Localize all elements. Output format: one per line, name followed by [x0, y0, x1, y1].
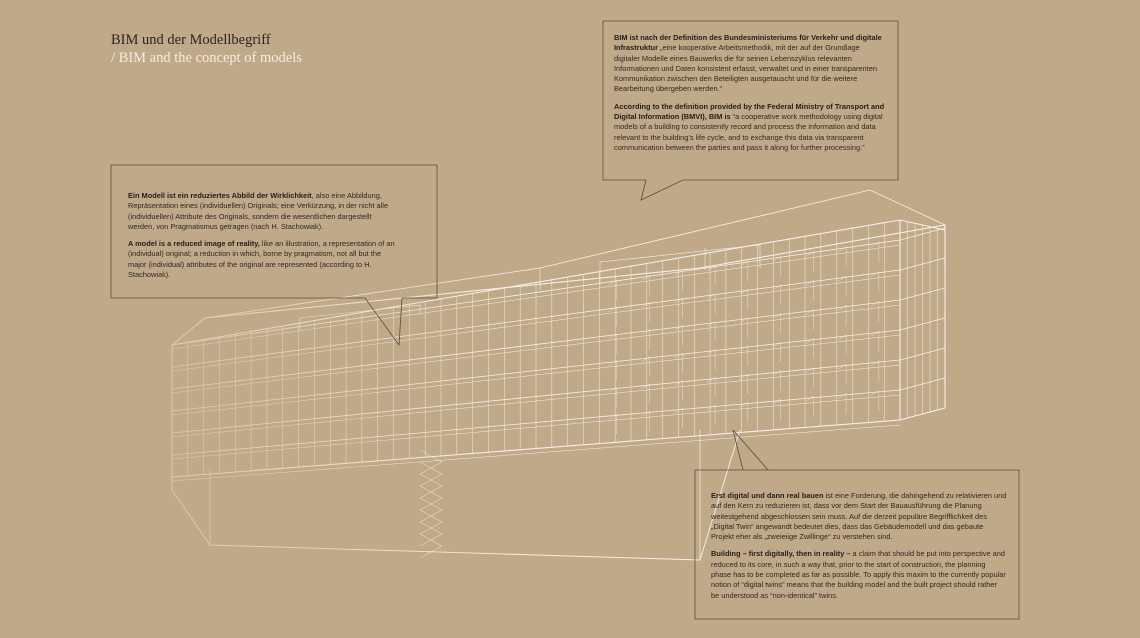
title-block [111, 31, 302, 67]
callout-build-english-bold: Building – first digitally, then in reality – [711, 549, 851, 559]
wireframe-line-147 [773, 342, 781, 347]
wireframe-line-93 [773, 256, 781, 261]
callout-model-english-bold: A model is a reduced image of reality, [128, 239, 260, 249]
callout-build-german-text: ist eine Forderung, die dahingehend zu relativieren und auf den Kern zu reduzieren ist, dass vor dem Start der Bauausführung die Planung weitestgehend abgeschlossen sein muss. Auf die derzeit populäre Begrifflichkeit des „Digital Twin“ angewandt bedeutet dies, dass das Gebäudemodell und das gebaute Projekt eher als „zweieiige Zwillinge“ zu verstehen sind. [711, 491, 1007, 542]
wireframe-line-133 [838, 306, 846, 311]
wireframe-line-189 [871, 391, 879, 396]
wireframe-line-171 [871, 361, 879, 366]
callout-bim-german-text: „eine kooperative Arbeitsmethodik, mit der auf der Grundlage digitaler Modelle eines Bauwerks die für seinen Lebenszyklus relevanten Informationen und Daten konsistent erfasst, verwaltet und in einer transparenten Kommunikation zwischen den Beteiligten ausgetauscht und für die weitere Bearbeitung übergeben werden.“ [614, 43, 877, 94]
callout-bim-english [614, 102, 886, 153]
callout-build-german-bold: Erst digital und dann real bauen [711, 491, 824, 500]
callout-build-german [711, 491, 1007, 542]
wireframe-line-131 [805, 310, 813, 315]
callout-model-german [128, 191, 398, 232]
callout-bim-definition [614, 33, 886, 153]
callout-build-english [711, 549, 1007, 600]
wireframe-line-169 [838, 364, 846, 369]
callout-model-german-text: , also eine Abbildung, Repräsentation eines (individuellen) Originals; eine Verkürzung, in der nicht alle (individuellen) Attribute des Originals, sondern die wesentlichen dargestellt werden, von Pragmatismus getragen (nach H. Stachowiak). [128, 191, 389, 231]
wireframe-line-129 [773, 314, 781, 319]
title-english: / BIM and the concept of models [111, 50, 302, 66]
wireframe-line-117 [871, 272, 879, 277]
callout-bim-german-bold: BIM ist nach der Definition des Bundesministeriums für Verkehr und digitale Infrastruktur [614, 33, 882, 53]
callout-model-german-bold: Ein Modell ist ein reduziertes Abbild der Wirklichkeit [128, 191, 312, 200]
wireframe-line-167 [805, 367, 813, 372]
wireframe-line-165 [773, 371, 781, 376]
wireframe-line-111 [773, 285, 781, 290]
callout-model-english [128, 239, 398, 280]
wireframe-line-153 [871, 331, 879, 336]
title-german: BIM und der Modellbegriff [111, 32, 271, 48]
wireframe-line-151 [838, 335, 846, 340]
callout-model-english-text: like an illustration, a representation of an (individual) original; a reduction in which, borne by pragmatism, not all but the major (individual) attributes of the original are represented (according to H. Stachowiak). [128, 239, 395, 280]
callout-model-definition [128, 191, 398, 280]
wireframe-line-135 [871, 302, 879, 307]
callout-bim-german [614, 33, 886, 95]
callout-build-first-digitally [711, 491, 1007, 601]
wireframe-line-185 [805, 396, 813, 401]
callout-bim-english-text: “a cooperative work methodology using digital models of a building to consistently record and process the information and data relevant to the building’s life cycle, and to exchange this data via transparent communication between the parties and pass it along for further processing.” [614, 112, 883, 152]
wireframe-line-149 [805, 339, 813, 344]
wireframe-line-99 [871, 242, 879, 247]
wireframe-line-97 [838, 247, 846, 252]
wireframe-line-115 [838, 276, 846, 281]
wireframe-line-183 [773, 399, 781, 404]
wireframe-line-113 [805, 281, 813, 286]
wireframe-line-187 [838, 394, 846, 399]
callout-bim-english-bold: According to the definition provided by the Federal Ministry of Transport and Digital Information (BMVI), BIM is [614, 101, 885, 122]
wireframe-line-95 [805, 252, 813, 257]
callout-build-english-text: a claim that should be put into perspective and reduced to its core, in such a way that, prior to the start of construction, the planning phase has to be completed as far as possible. To apply this maxim to the currently popular notion of “digital twins” means that the building model and the built project should rather be understood as “non-identical” twins. [711, 549, 1006, 600]
